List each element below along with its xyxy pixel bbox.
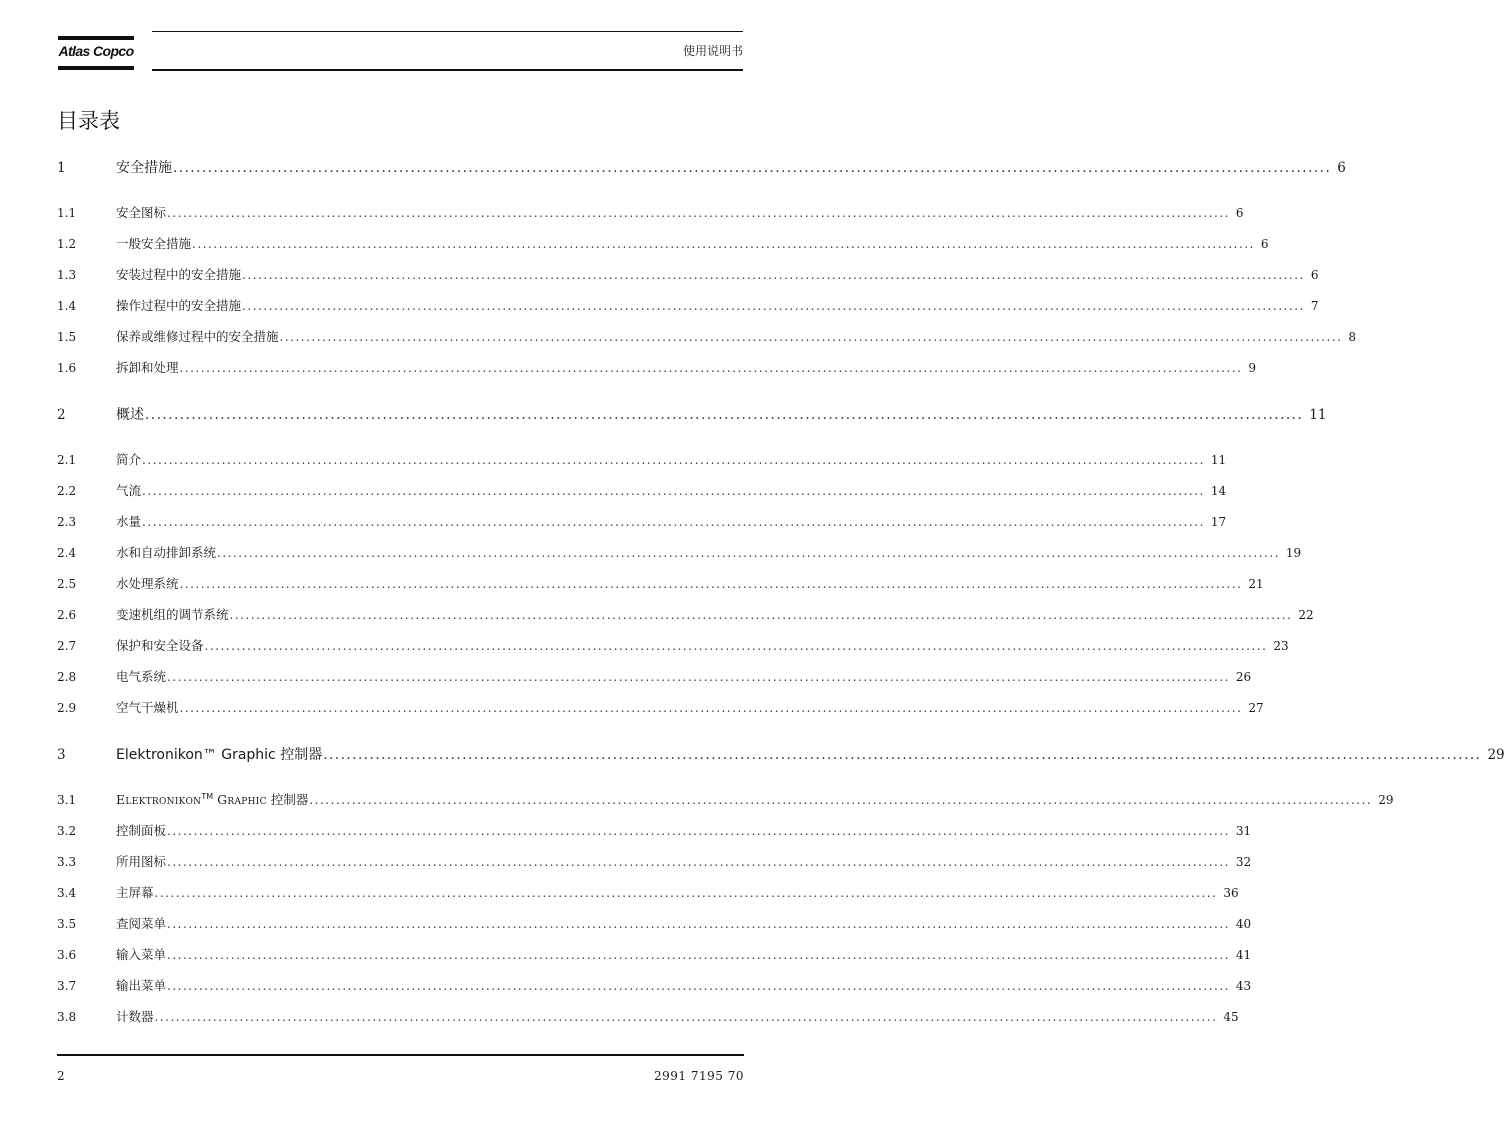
dot-leader: ........................................................................................................................................................................................................ bbox=[323, 747, 1482, 763]
toc-number: 2.3 bbox=[57, 515, 77, 529]
toc-page: 29 bbox=[1487, 747, 1505, 763]
toc-page: 31 bbox=[1235, 824, 1252, 838]
toc-number: 3.3 bbox=[57, 855, 77, 869]
dot-leader: ........................................................................................................................................................................................................ bbox=[204, 639, 1268, 653]
toc-title: 水量 bbox=[116, 514, 142, 529]
toc-title-cn: 控制器 bbox=[270, 792, 309, 807]
toc-number: 3.5 bbox=[57, 917, 77, 931]
dot-leader: ........................................................................................................................................................................................................ bbox=[142, 484, 1205, 498]
toc-title: 控制面板 bbox=[116, 823, 167, 838]
dot-leader: ........................................................................................................................................................................................................ bbox=[179, 577, 1243, 591]
toc-entry-2-5[interactable] bbox=[57, 574, 1264, 592]
header-rule-bottom bbox=[152, 69, 743, 71]
toc-number: 3.2 bbox=[57, 824, 77, 838]
toc-page: 40 bbox=[1235, 917, 1252, 931]
toc-title: 气流 bbox=[116, 483, 142, 498]
toc-title: 变速机组的调节系统 bbox=[116, 607, 229, 622]
toc-number: 2 bbox=[57, 407, 66, 423]
toc-page: 32 bbox=[1235, 855, 1252, 869]
dot-leader: ........................................................................................................................................................................................................ bbox=[167, 855, 1230, 869]
toc-number: 3.6 bbox=[57, 948, 77, 962]
toc-number: 2.2 bbox=[57, 484, 77, 498]
toc-page: 14 bbox=[1210, 484, 1227, 498]
toc-entry-1[interactable] bbox=[57, 157, 1346, 176]
document-type: 使用说明书 bbox=[682, 44, 743, 58]
toc-title: 主屏幕 bbox=[116, 885, 154, 900]
logo-wordmark: Atlas Copco bbox=[58, 43, 134, 59]
toc-title: 概述 bbox=[116, 407, 144, 423]
toc-entry-2-6[interactable] bbox=[57, 605, 1314, 623]
toc-page: 23 bbox=[1273, 639, 1289, 653]
header-rule-top bbox=[152, 31, 743, 32]
toc-title bbox=[116, 790, 308, 808]
toc-page: 29 bbox=[1378, 793, 1394, 807]
toc-title: 安装过程中的安全措施 bbox=[116, 267, 242, 282]
toc-number: 2.7 bbox=[57, 639, 77, 653]
page-title: 目录表 bbox=[57, 109, 120, 133]
toc-page: 26 bbox=[1235, 670, 1252, 684]
page-number: 2 bbox=[57, 1069, 65, 1083]
toc-entry-3-4[interactable] bbox=[57, 883, 1239, 901]
toc-page: 6 bbox=[1337, 160, 1346, 176]
toc-title: 安全措施 bbox=[116, 160, 172, 176]
toc-entry-2-9[interactable] bbox=[57, 698, 1264, 716]
logo-bar-top bbox=[58, 36, 134, 40]
toc-page: 6 bbox=[1235, 206, 1244, 220]
toc-number: 1.6 bbox=[57, 361, 77, 375]
toc-entry-1-5[interactable] bbox=[57, 327, 1357, 345]
toc-entry-3-5[interactable] bbox=[57, 914, 1252, 932]
toc-title: 水和自动排卸系统 bbox=[116, 545, 217, 560]
toc-title: 输出菜单 bbox=[116, 978, 167, 993]
dot-leader: ........................................................................................................................................................................................................ bbox=[167, 670, 1230, 684]
toc-page: 11 bbox=[1309, 407, 1327, 423]
toc-entry-2-2[interactable] bbox=[57, 481, 1227, 499]
toc-number: 1.1 bbox=[57, 206, 77, 220]
dot-leader: ........................................................................................................................................................................................................ bbox=[154, 1010, 1218, 1024]
toc-title: 安全图标 bbox=[116, 205, 167, 220]
toc-title-graphic: Graphic bbox=[217, 792, 267, 807]
toc-entry-1-1[interactable] bbox=[57, 203, 1244, 221]
toc-entry-3[interactable] bbox=[57, 744, 1505, 763]
toc-number: 1.4 bbox=[57, 299, 77, 313]
toc-entry-3-7[interactable] bbox=[57, 976, 1252, 994]
dot-leader: ........................................................................................................................................................................................................ bbox=[179, 361, 1243, 375]
toc-entry-2-8[interactable] bbox=[57, 667, 1252, 685]
toc-entry-3-6[interactable] bbox=[57, 945, 1252, 963]
toc-entry-2-1[interactable] bbox=[57, 450, 1227, 468]
toc-number: 3.8 bbox=[57, 1010, 77, 1024]
dot-leader: ........................................................................................................................................................................................................ bbox=[179, 701, 1243, 715]
toc-title: 输入菜单 bbox=[116, 947, 167, 962]
toc-number: 1 bbox=[57, 160, 66, 176]
dot-leader: ........................................................................................................................................................................................................ bbox=[309, 793, 1373, 807]
toc-entry-2-3[interactable] bbox=[57, 512, 1227, 530]
toc-title: 拆卸和处理 bbox=[116, 360, 179, 375]
dot-leader: ........................................................................................................................................................................................................ bbox=[279, 330, 1343, 344]
toc-number: 2.5 bbox=[57, 577, 77, 591]
toc-title: Elektronikon™ Graphic 控制器 bbox=[116, 747, 323, 763]
toc-page: 43 bbox=[1235, 979, 1252, 993]
toc-number: 3.4 bbox=[57, 886, 77, 900]
dot-leader: ........................................................................................................................................................................................................ bbox=[167, 948, 1230, 962]
dot-leader: ........................................................................................................................................................................................................ bbox=[142, 515, 1205, 529]
toc-title: 一般安全措施 bbox=[116, 236, 192, 251]
dot-leader: ........................................................................................................................................................................................................ bbox=[145, 407, 1304, 423]
toc-entry-2-4[interactable] bbox=[57, 543, 1302, 561]
dot-leader: ........................................................................................................................................................................................................ bbox=[167, 824, 1230, 838]
toc-entry-2-7[interactable] bbox=[57, 636, 1289, 654]
toc-number: 3 bbox=[57, 747, 66, 763]
toc-entry-3-3[interactable] bbox=[57, 852, 1252, 870]
toc-entry-3-2[interactable] bbox=[57, 821, 1252, 839]
toc-title: 保护和安全设备 bbox=[116, 638, 204, 653]
toc-title: 保养或维修过程中的安全措施 bbox=[116, 329, 279, 344]
toc-number: 2.1 bbox=[57, 453, 77, 467]
dot-leader: ........................................................................................................................................................................................................ bbox=[167, 206, 1230, 220]
toc-title-brand: Elektronikon bbox=[116, 792, 202, 807]
toc-page: 19 bbox=[1285, 546, 1302, 560]
toc-page: 8 bbox=[1348, 330, 1357, 344]
toc-page: 21 bbox=[1248, 577, 1264, 591]
dot-leader: ........................................................................................................................................................................................................ bbox=[217, 546, 1280, 560]
toc-title: 查阅菜单 bbox=[116, 916, 167, 931]
toc-title: 空气干燥机 bbox=[116, 700, 179, 715]
dot-leader: ........................................................................................................................................................................................................ bbox=[142, 453, 1205, 467]
toc-title: 简介 bbox=[116, 452, 142, 467]
toc-title: 所用图标 bbox=[116, 854, 167, 869]
toc-number: 2.9 bbox=[57, 701, 77, 715]
dot-leader: ........................................................................................................................................................................................................ bbox=[192, 237, 1255, 251]
toc-page: 41 bbox=[1235, 948, 1252, 962]
toc-entry-2[interactable] bbox=[57, 404, 1327, 423]
toc-number: 2.6 bbox=[57, 608, 77, 622]
toc-entry-3-8[interactable] bbox=[57, 1007, 1239, 1025]
toc-entry-3-1[interactable] bbox=[57, 790, 1394, 808]
toc-page: 9 bbox=[1248, 361, 1257, 375]
toc-page: 36 bbox=[1223, 886, 1239, 900]
footer-rule bbox=[57, 1054, 744, 1056]
toc-entry-1-6[interactable] bbox=[57, 358, 1257, 376]
toc-number: 1.5 bbox=[57, 330, 77, 344]
toc-number: 1.2 bbox=[57, 237, 77, 251]
toc-page: 22 bbox=[1298, 608, 1314, 622]
toc-number: 1.3 bbox=[57, 268, 77, 282]
dot-leader: ........................................................................................................................................................................................................ bbox=[242, 268, 1305, 282]
toc-entry-1-2[interactable] bbox=[57, 234, 1269, 252]
toc-page: 27 bbox=[1248, 701, 1264, 715]
dot-leader: ........................................................................................................................................................................................................ bbox=[167, 917, 1230, 931]
document-number: 2991 7195 70 bbox=[654, 1069, 744, 1083]
toc-entry-1-3[interactable] bbox=[57, 265, 1319, 283]
toc-page: 17 bbox=[1210, 515, 1227, 529]
toc-number: 2.8 bbox=[57, 670, 77, 684]
dot-leader: ........................................................................................................................................................................................................ bbox=[167, 979, 1230, 993]
dot-leader: ........................................................................................................................................................................................................ bbox=[173, 160, 1332, 176]
logo-bar-bottom bbox=[58, 66, 134, 70]
dot-leader: ........................................................................................................................................................................................................ bbox=[229, 608, 1293, 622]
toc-page: 11 bbox=[1210, 453, 1227, 467]
toc-page: 7 bbox=[1310, 299, 1319, 313]
toc-title: 计数器 bbox=[116, 1009, 154, 1024]
trademark-mark: TM bbox=[201, 791, 214, 801]
toc-number: 3.1 bbox=[57, 793, 77, 807]
toc-title: 水处理系统 bbox=[116, 576, 179, 591]
toc-number: 3.7 bbox=[57, 979, 77, 993]
toc-page: 45 bbox=[1223, 1010, 1239, 1024]
dot-leader: ........................................................................................................................................................................................................ bbox=[242, 299, 1305, 313]
dot-leader: ........................................................................................................................................................................................................ bbox=[154, 886, 1218, 900]
toc-title: 电气系统 bbox=[116, 669, 167, 684]
toc-number: 2.4 bbox=[57, 546, 77, 560]
toc-title: 操作过程中的安全措施 bbox=[116, 298, 242, 313]
atlas-copco-logo bbox=[58, 36, 134, 72]
toc-page: 6 bbox=[1310, 268, 1319, 282]
toc-entry-1-4[interactable] bbox=[57, 296, 1319, 314]
toc-page: 6 bbox=[1260, 237, 1269, 251]
